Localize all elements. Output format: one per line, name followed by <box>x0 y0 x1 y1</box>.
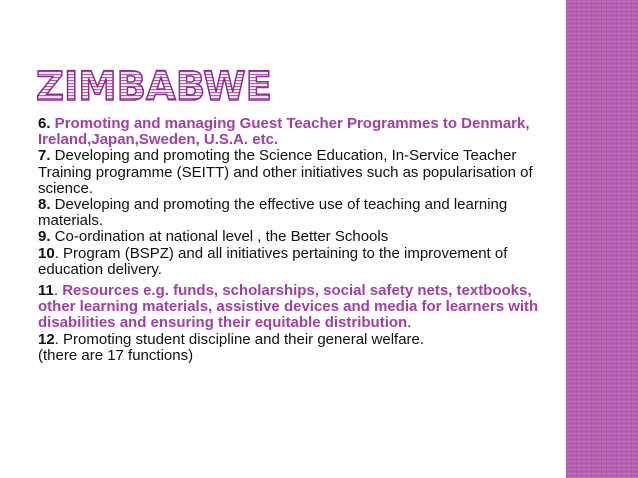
item-11 <box>38 282 538 331</box>
decorative-side-band <box>566 0 638 478</box>
slide-title <box>34 62 274 106</box>
slide-body <box>38 116 558 364</box>
slide-title-text: ZIMBABWE <box>36 64 272 106</box>
item-number: 7. <box>38 147 51 165</box>
item-text: Promoting and managing Guest Teacher Programmes to Denmark, Ireland,Japan,Sweden, U.S.A. etc. <box>38 115 530 149</box>
item-text: Resources e.g. funds, scholarships, social safety nets, textbooks, other learning materials, assistive devices and media for learners with disabilities and ensuring their equitable distribution <box>38 282 539 332</box>
functions-count-note: (there are 17 functions) <box>38 346 194 364</box>
slide-title-graphic <box>34 62 274 106</box>
item-8 <box>38 196 507 229</box>
item-number: 11 <box>38 282 54 300</box>
item-separator: . <box>53 282 63 300</box>
item-number: 12 <box>38 330 55 348</box>
item-6 <box>38 115 530 148</box>
item-number: 6. <box>38 115 51 132</box>
item-12 <box>38 331 424 348</box>
item-end: . <box>407 314 412 332</box>
item-text: . Program (BSPZ) and all initiatives pertaining to the improvement of education delivery. <box>38 244 508 278</box>
item-10 <box>38 245 507 278</box>
item-text: Developing and promoting the effective use of teaching and learning materials. <box>38 196 508 230</box>
item-text: . Promoting student discipline and their general welfare. <box>54 330 425 348</box>
item-number: 8. <box>38 196 51 214</box>
functions-paragraph-2 <box>38 283 558 364</box>
item-7 <box>38 147 533 196</box>
item-9 <box>38 228 388 245</box>
item-text: Co-ordination at national level , the Better Schools <box>50 228 389 246</box>
item-number: 9. <box>38 228 51 246</box>
item-text: Developing and promoting the Science Education, In-Service Teacher Training programme (SEITT) and other initiatives such as popularisation of science. <box>38 147 533 197</box>
item-number: 10 <box>38 244 55 262</box>
functions-paragraph-1 <box>38 116 558 278</box>
